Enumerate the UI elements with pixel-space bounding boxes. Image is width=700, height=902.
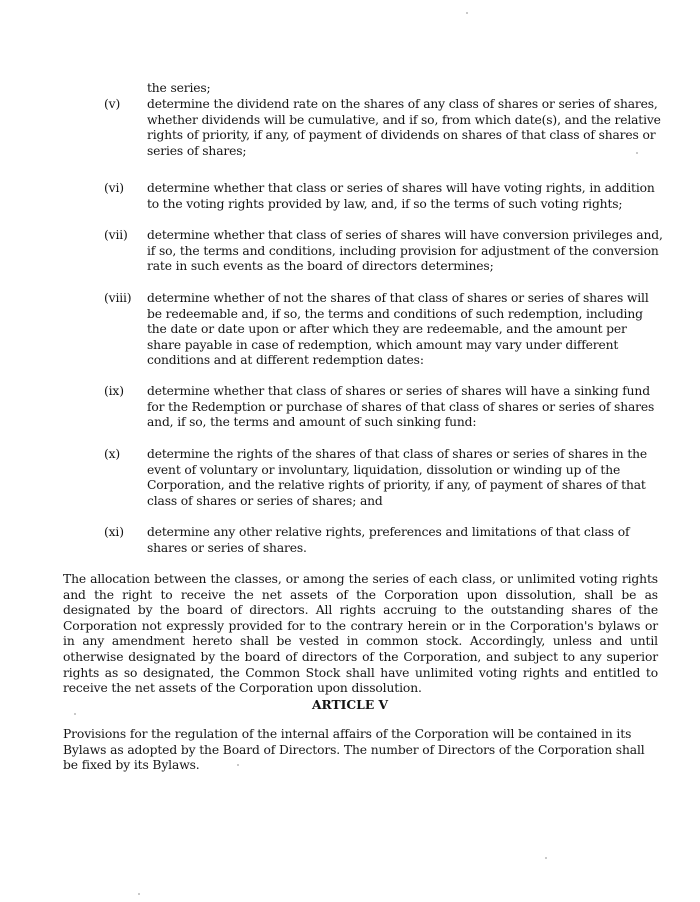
list-item-vii <box>104 228 664 275</box>
list-item-text: determine whether that class of shares or series of shares will have a sinking fund for the Redemption or purchase of shares of that class of shares or series of shares and, if so, the terms and amount of such sinking fund: <box>147 384 655 430</box>
list-item-v <box>104 97 664 159</box>
scan-speck <box>545 857 547 859</box>
list-item-text: determine the dividend rate on the shares of any class of shares or series of shares, whether dividends will be cumulative, and if so, from which date(s), and the relative rights of priority, if any, of payment of dividends on shares of that class of shares or series of shares; <box>147 97 661 158</box>
scan-speck <box>466 12 468 14</box>
list-item-number: (vii) <box>104 228 128 242</box>
article-v-paragraph: Provisions for the regulation of the internal affairs of the Corporation will be contained in its Bylaws as adopted by the Board of Directors. The number of Directors of the Corporation shall be fixed by its Bylaws. <box>63 727 645 773</box>
list-item-text: determine whether that class of series of shares will have conversion privileges and, if so, the terms and conditions, including provision for adjustment of the conversion rate in such events as the board of directors determines; <box>147 228 663 274</box>
list-item-vi <box>104 181 664 212</box>
list-item-viii <box>104 291 664 369</box>
scan-speck <box>237 764 239 766</box>
scan-speck <box>636 152 638 154</box>
list-item-number: (ix) <box>104 384 124 398</box>
list-item-text: determine any other relative rights, preferences and limitations of that class of shares or series of shares. <box>147 525 630 555</box>
list-item-text: determine the rights of the shares of that class of shares or series of shares in the event of voluntary or involuntary, liquidation, dissolution or winding up of the Corporation, and the relative rights of priority, if any, of payment of shares of that class of shares or series of shares; and <box>147 447 648 508</box>
list-item-number: (vi) <box>104 181 124 195</box>
continuation-text: the series; <box>147 81 211 95</box>
article-heading: ARTICLE V <box>311 697 389 712</box>
list-item-number: (xi) <box>104 525 124 539</box>
list-item-text: determine whether of not the shares of that class of shares or series of shares will be redeemable and, if so, the terms and conditions of such redemption, including the date or date upon or after which they are redeemable, and the amount per share payable in case of redemption, which amount may vary under different conditions and at different redemption dates: <box>147 291 649 368</box>
list-item-x <box>104 447 664 509</box>
list-item-number: (v) <box>104 97 121 111</box>
list-item-number: (x) <box>104 447 121 461</box>
list-item-xi <box>104 525 664 556</box>
list-item-number: (viii) <box>104 291 132 305</box>
list-item-text: determine whether that class or series of shares will have voting rights, in addition to the voting rights provided by law, and, if so the terms of such voting rights; <box>147 181 655 211</box>
scan-speck <box>138 893 140 895</box>
list-item-ix <box>104 384 664 431</box>
scan-speck <box>74 713 76 715</box>
allocation-paragraph: The allocation between the classes, or among the series of each class, or unlimited voting rights and the right to receive the net assets of the Corporation upon dissolution, shall be as designated by the board of directors. All rights accruing to the outstanding shares of the Corporation not expressly provided for to the contrary herein or in the Corporation's bylaws or in any amendment hereto shall be vested in common stock. Accordingly, unless and until otherwise designated by the board of directors of the Corporation, and subject to any superior rights as so designated, the Common Stock shall have unlimited voting rights and entitled to receive the net assets of the Corporation upon dissolution. <box>63 572 658 696</box>
